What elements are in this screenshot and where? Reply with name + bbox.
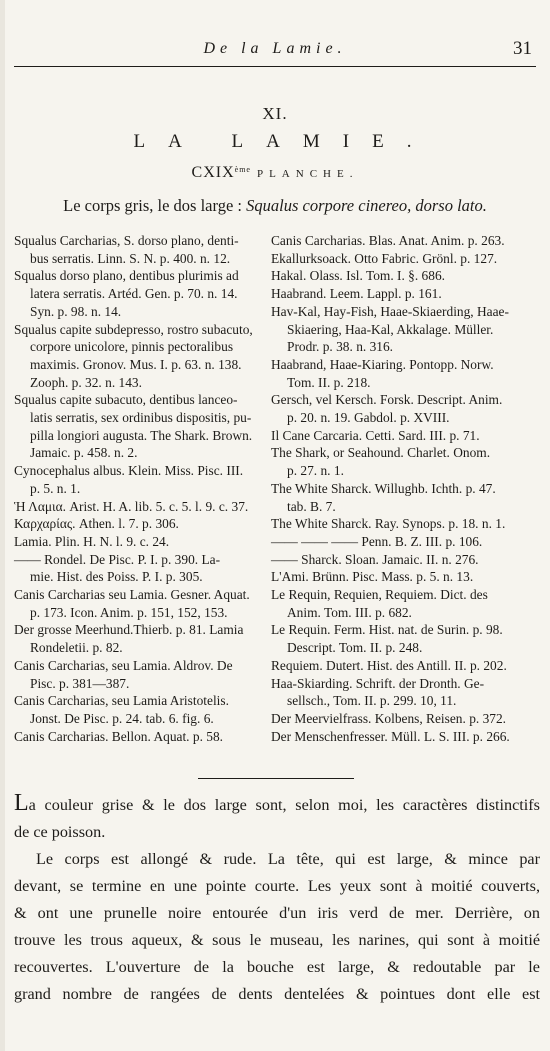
running-title: De la Lamie. [203,40,347,57]
synonym-line: Squalus dorso plano, dentibus plurimis ad [14,268,239,284]
synonym-entry [14,498,258,516]
section-title: LA LAMIE. [133,131,435,152]
synonym-line: The White Sharck. Willughb. Ichth. p. 47. [271,480,496,496]
synonymy-left-column [14,232,258,745]
body-line: devant, se termine en une pointe courte. Les yeux sont à moitié couverts, [14,877,540,895]
synonym-line: sellsch., Tom. II. p. 299. 10, 11. [287,693,457,709]
synonym-entry [14,267,258,320]
plate-number: CXIX [191,164,235,181]
synonym-entry [271,728,539,746]
synonym-line: Ekallurksoack. Otto Fabric. Grönl. p. 127. [271,250,498,266]
synonym-line: Squalus Carcharias, S. dorso plano, denti- [14,233,239,248]
synonym-line: Lamia. Plin. H. N. l. 9. c. 24. [14,533,170,549]
synonym-entry [14,728,258,746]
synonym-line: p. 173. Icon. Anim. p. 151, 152, 153. [30,604,228,620]
body-line: trouve les trous aqueux, & sous le museau, les narines, qui sont à moitié [14,931,540,949]
synonym-line: The White Sharck. Ray. Synops. p. 18. n. 1. [271,516,506,532]
synonym-line: Squalus capite subacuto, dentibus lanceo- [14,392,238,408]
synonym-entry [271,232,539,250]
synonym-line: Der Menschenfresser. Müll. L. S. III. p. 266. [271,728,510,744]
synonym-entry [271,444,539,479]
header-rule [14,66,536,67]
body-line [14,790,540,819]
synonym-line: Canis Carcharias seu Lamia. Gesner. Aquat. [14,587,250,603]
synonym-entry [14,692,258,727]
synonym-line: Le Requin. Ferm. Hist. nat. de Surin. p. 98. [271,622,503,638]
synonym-line: Canis Carcharias. Blas. Anat. Anim. p. 263. [271,233,505,248]
synonym-entry [14,232,258,267]
synonym-entry [271,568,539,586]
subtitle-plain: Le corps gris, le dos large : [63,196,242,215]
synonym-line: Gersch, vel Kersch. Forsk. Descript. Anim. [271,392,503,408]
subtitle-latin: Squalus corpore cinereo, dorso lato. [246,196,487,215]
section-number: XI. [262,104,288,123]
synonym-line: Haa-Skiarding. Schrift. der Dronth. Ge- [271,675,485,691]
synonym-entry [271,285,539,303]
synonym-line: Cynocephalus albus. Klein. Miss. Pisc. III. [14,463,244,479]
plate-word: PLANCHE. [256,168,359,180]
synonym-line: Rondeletii. p. 82. [30,640,123,656]
synonym-entry [271,515,539,533]
synonym-line: Il Cane Carcaria. Cetti. Sard. III. p. 71. [271,427,480,443]
synonym-entry [271,675,539,710]
synonym-entry [14,321,258,392]
synonym-line: Ἡ Λαμια. Arist. H. A. lib. 5. c. 5. l. 9. c. 37. [14,498,249,514]
synonym-line: tab. B. 7. [287,498,336,514]
synonym-entry [14,621,258,656]
page-edge [0,0,5,1051]
plate-caption [0,164,550,182]
synonym-entry [271,267,539,285]
synonym-entry [14,551,258,586]
page-number: 31 [513,38,532,59]
synonym-line: Zooph. p. 32. n. 143. [30,374,142,390]
synonym-entry [271,480,539,515]
synonym-entry [14,391,258,462]
synonym-entry [14,657,258,692]
drop-cap: L [14,790,29,816]
species-subtitle [0,196,550,216]
synonym-line: —— Rondel. De Pisc. P. I. p. 390. La- [14,551,221,567]
synonym-line: pilla longiori augusta. The Shark. Brown. [30,427,253,443]
synonym-line: Anim. Tom. III. p. 682. [287,604,412,620]
synonym-line: Canis Carcharias, seu Lamia Aristotelis. [14,693,229,709]
synonym-entry [271,250,539,268]
synonym-line: Hakal. Olass. Isl. Tom. I. §. 686. [271,268,445,284]
synonym-entry [271,427,539,445]
synonym-line: latera serratis. Artéd. Gen. p. 70. n. 14. [30,286,238,302]
synonym-line: L'Ami. Brünn. Pisc. Mass. p. 5. n. 13. [271,569,474,585]
synonym-line: Jamaic. p. 458. n. 2. [30,445,138,461]
body-line: grand nombre de rangées de dents dentelées & pointues dont elle est [14,985,540,1003]
synonym-line: Canis Carcharias. Bellon. Aquat. p. 58. [14,728,224,744]
body-line: recouvertes. L'ouverture de la bouche est large, & redoutable par le [14,958,540,976]
synonym-line: —— Sharck. Sloan. Jamaic. II. n. 276. [271,551,479,567]
synonym-line: Descript. Tom. II. p. 248. [287,640,423,656]
synonym-entry [271,710,539,728]
synonym-line: p. 20. n. 19. Gabdol. p. XVIII. [287,410,450,426]
body-text [14,790,540,1008]
synonym-line: Haabrand. Leem. Lappl. p. 161. [271,286,442,302]
synonym-line: Haabrand, Haae-Kiaring. Pontopp. Norw. [271,356,494,372]
synonym-line: Le Requin, Requien, Requiem. Dict. des [271,587,488,603]
synonym-line: mie. Hist. des Poiss. P. I. p. 305. [30,569,203,585]
synonym-line: maximis. Gronov. Mus. I. p. 63. n. 138. [30,356,242,372]
synonym-entry [271,551,539,569]
synonym-line: p. 27. n. 1. [287,463,344,479]
body-line: de ce poisson. [14,823,106,841]
synonym-line: Prodr. p. 38. n. 316. [287,339,394,355]
synonym-entry [14,586,258,621]
synonym-line: Καρχαρίας. Athen. l. 7. p. 306. [14,516,179,532]
synonym-line: Jonst. De Pisc. p. 24. tab. 6. fig. 6. [30,710,214,726]
synonym-line: Canis Carcharias, seu Lamia. Aldrov. De [14,657,233,673]
synonymy-right-column [271,232,539,745]
synonym-line: latis serratis, sex ordinibus dispositis, pu- [30,410,252,426]
synonym-line: —— —— —— Penn. B. Z. III. p. 106. [271,533,483,549]
synonym-line: bus serratis. Linn. S. N. p. 400. n. 12. [30,250,231,266]
running-head [0,38,550,62]
synonym-line: Requiem. Dutert. Hist. des Antill. II. p. 202. [271,657,507,673]
body-line-text: a couleur grise & le dos large sont, selon moi, les caractères distinctifs [28,796,540,814]
synonym-entry [271,533,539,551]
synonym-entry [271,657,539,675]
body-line: & ont une prunelle noire entourée d'un iris verd de mer. Derrière, on [14,904,540,922]
synonym-line: Hav-Kal, Hay-Fish, Haae-Skiaerding, Haae- [271,303,509,319]
synonym-entry [271,621,539,656]
synonym-entry [14,462,258,497]
synonym-entry [271,356,539,391]
synonym-line: Squalus capite subdepresso, rostro subacuto, [14,321,253,337]
synonym-entry [271,586,539,621]
synonym-entry [271,391,539,426]
synonym-line: The Shark, or Seahound. Charlet. Onom. [271,445,491,461]
synonym-line: Der Meervielfrass. Kolbens, Reisen. p. 372. [271,710,507,726]
synonym-entry [271,303,539,356]
synonym-line: corpore unicolore, pinnis pectoralibus [30,339,234,355]
synonym-line: Pisc. p. 381—387. [30,675,130,691]
synonym-line: Der grosse Meerhund.Thierb. p. 81. Lamia [14,622,244,638]
synonym-line: p. 5. n. 1. [30,480,81,496]
body-line: Le corps est allongé & rude. La tête, qui est large, & mince par [36,850,540,868]
synonym-entry [14,533,258,551]
plate-suffix: ème [234,165,251,174]
synonym-line: Syn. p. 98. n. 14. [30,303,122,319]
synonym-entry [14,515,258,533]
separator-rule [198,778,354,779]
synonym-line: Skiaering, Haa-Kal, Akkalage. Müller. [287,321,494,337]
synonym-line: Tom. II. p. 218. [287,374,371,390]
